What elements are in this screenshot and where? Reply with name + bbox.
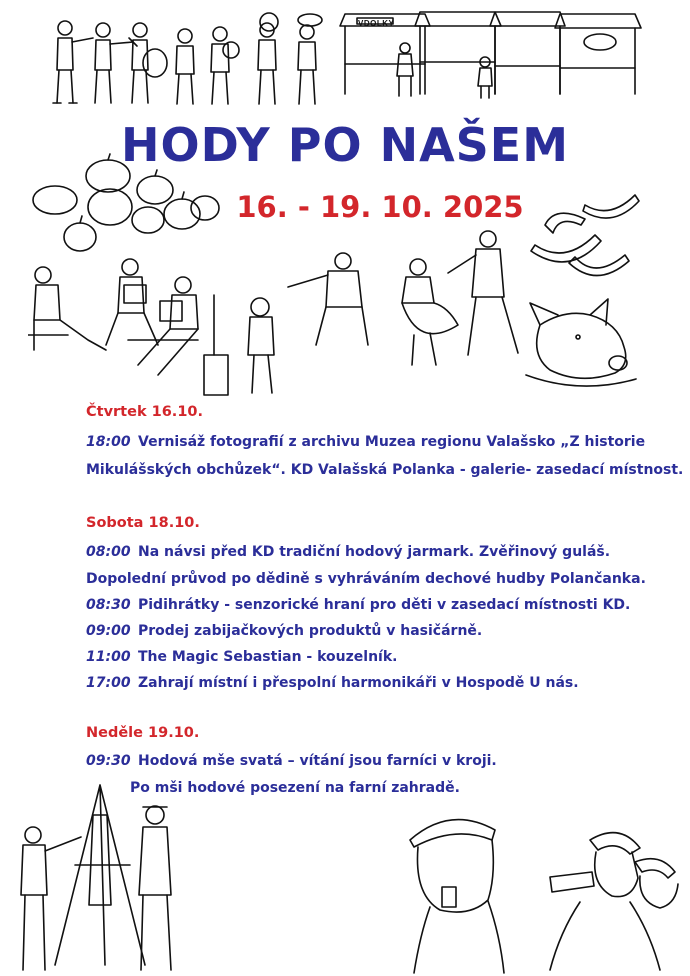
page-title: HODY PO NAŠEM bbox=[120, 118, 570, 172]
program-text: Mikulášských obchůzek“. KD Valašská Polanka - galerie- zasedací místnost. bbox=[86, 462, 684, 478]
men-drinking-illustration bbox=[520, 822, 680, 972]
program-text: Prodej zabijačkových produktů v hasičárně. bbox=[138, 623, 483, 639]
event-dates: 16. - 19. 10. 2025 bbox=[236, 190, 524, 224]
program-line bbox=[86, 462, 683, 478]
program-text: Pidihrátky - senzorické hraní pro děti v zasedací místnosti KD. bbox=[138, 597, 631, 613]
pig-slaughter-tripod-illustration bbox=[15, 775, 185, 975]
program-time: 18:00 bbox=[86, 434, 131, 450]
day-heading-saturday: Sobota 18.10. bbox=[86, 515, 200, 531]
program-line bbox=[86, 571, 646, 587]
program-text: Po mši hodové posezení na farní zahradě. bbox=[130, 780, 460, 796]
program-time: 11:00 bbox=[86, 649, 131, 665]
stall-sign: VDOLKY bbox=[358, 19, 395, 28]
program-time: 17:00 bbox=[86, 675, 131, 691]
program-line bbox=[86, 649, 397, 665]
musicians-and-dancers-illustration bbox=[28, 225, 528, 400]
program-text: Dopolední průvod po dědině s vyhráváním dechové hudby Polančanka. bbox=[86, 571, 646, 587]
day-heading-thursday: Čtvrtek 16.10. bbox=[86, 404, 204, 420]
program-time: 09:30 bbox=[86, 753, 131, 769]
program-line bbox=[86, 753, 497, 769]
program-time: 08:30 bbox=[86, 597, 131, 613]
brass-band-illustration bbox=[45, 8, 335, 113]
program-text: Zahrají místní i přespolní harmonikáři v Hospodě U nás. bbox=[138, 675, 579, 691]
man-with-glass-illustration bbox=[400, 805, 510, 975]
program-text: Na návsi před KD tradiční hodový jarmark. Zvěřinový guláš. bbox=[138, 544, 611, 560]
program-time: 08:00 bbox=[86, 544, 131, 560]
day-heading-sunday: Neděle 19.10. bbox=[86, 725, 200, 741]
program-text: Vernisáž fotografií z archivu Muzea regionu Valašsko „Z historie bbox=[138, 434, 646, 450]
program-line bbox=[86, 544, 610, 560]
program-line bbox=[86, 623, 482, 639]
program-line bbox=[86, 434, 645, 450]
pig-head-illustration bbox=[520, 295, 640, 395]
program-line bbox=[86, 675, 579, 691]
program-text: Hodová mše svatá – vítání jsou farníci v kroji. bbox=[138, 753, 497, 769]
program-text: The Magic Sebastian - kouzelník. bbox=[138, 649, 398, 665]
sausages-illustration bbox=[525, 185, 645, 285]
program-line bbox=[86, 597, 630, 613]
program-time: 09:00 bbox=[86, 623, 131, 639]
